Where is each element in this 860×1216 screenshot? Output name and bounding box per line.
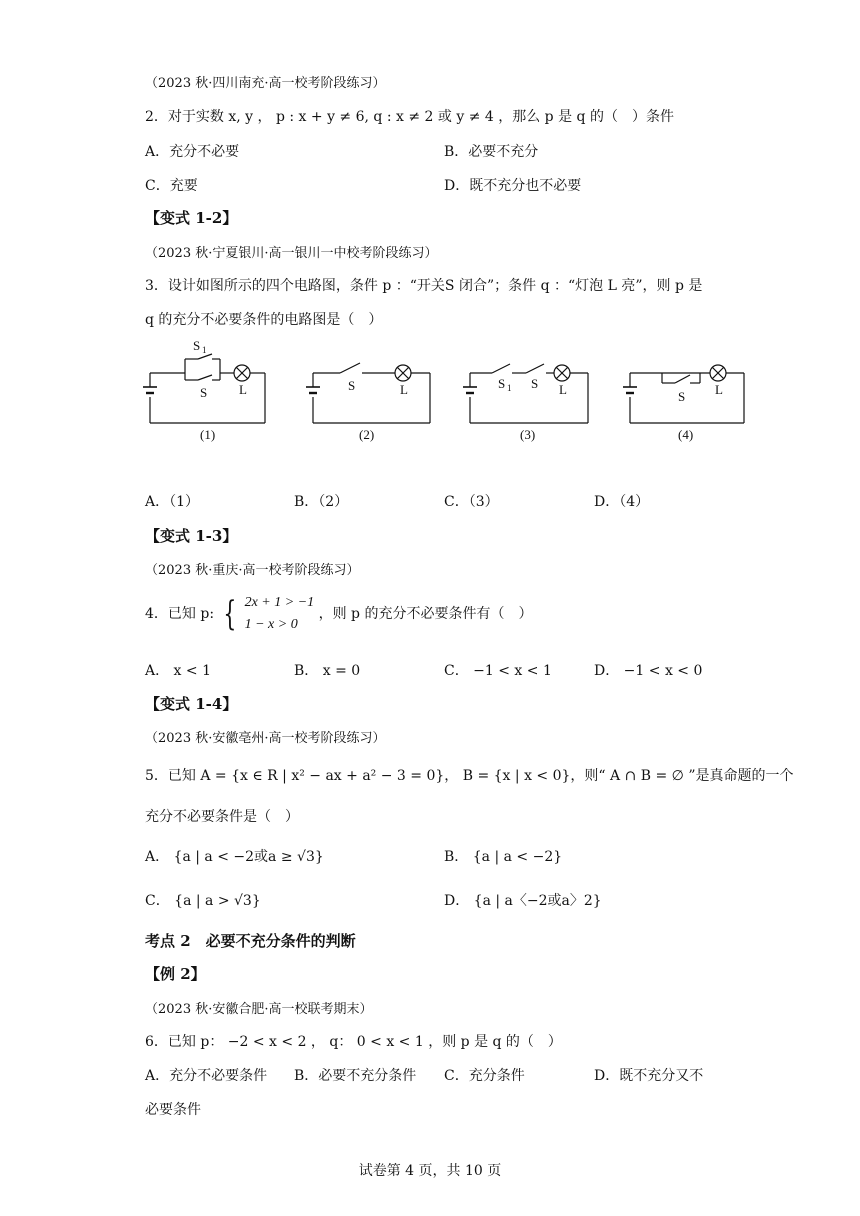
- q3-option-b: B．（2）: [294, 494, 349, 510]
- lamp-l-label: L: [715, 382, 723, 397]
- q2-option-c: C．充要: [145, 178, 198, 194]
- q4-option-c: C． −1 < x < 1: [444, 663, 552, 679]
- lamp-l-label: L: [239, 382, 247, 397]
- q4-option-a: A． x < 1: [145, 663, 211, 679]
- lamp-l-label: L: [400, 382, 408, 397]
- source-note: （2023 秋·四川南充·高一校考阶段练习）: [145, 76, 386, 91]
- source-note: （2023 秋·重庆·高一校考阶段练习）: [145, 563, 360, 578]
- q4-prefix: 4．已知 p:: [145, 606, 215, 622]
- source-note: （2023 秋·安徽合肥·高一校联考期末）: [145, 1002, 373, 1017]
- question-5-stem-line1: 5．已知 A = {x ∈ R | x² − ax + a² − 3 = 0}， B = {x | x < 0}，则“ A ∩ B = ∅ ”是真命题的一个: [145, 768, 794, 784]
- q2-option-d: D．既不充分也不必要: [444, 178, 582, 194]
- q5-option-a: A． {a | a < −2或a ≥ √3}: [145, 849, 324, 865]
- question-5-stem-line2: 充分不必要条件是（ ）: [145, 809, 299, 825]
- switch-s-label: S: [348, 378, 356, 393]
- q3-option-a: A．（1）: [145, 494, 200, 510]
- q6-option-c: C．充分条件: [444, 1068, 525, 1084]
- switch-s1-label: S: [498, 376, 506, 391]
- q4-suffix: ，则 p 的充分不必要条件有（ ）: [318, 606, 533, 622]
- question-4-stem: [145, 592, 532, 636]
- switch-s1-subscript: 1: [507, 383, 512, 393]
- q4-option-d: D． −1 < x < 0: [594, 663, 703, 679]
- switch-s-label: S: [678, 389, 686, 404]
- inequality-1: 2x + 1 > −1: [244, 595, 315, 610]
- variant-heading-1-2: 【变式 1-2】: [145, 209, 238, 227]
- lamp-l-label: L: [559, 382, 567, 397]
- q2-option-a: A．充分不必要: [145, 144, 240, 160]
- inequality-system: [245, 592, 315, 636]
- q5-option-c: C． {a | a > √3}: [145, 893, 261, 909]
- source-note: （2023 秋·宁夏银川·高一银川一中校考阶段练习）: [145, 246, 438, 261]
- variant-heading-1-3: 【变式 1-3】: [145, 527, 238, 545]
- q2-option-b: B．必要不充分: [444, 144, 539, 160]
- q6-option-d: D．既不充分又不: [594, 1068, 704, 1084]
- page-footer: 试卷第 4 页，共 10 页: [358, 1163, 502, 1179]
- key-point-heading: 考点 2 必要不充分条件的判断: [145, 932, 356, 950]
- q6-option-d-continuation: 必要条件: [145, 1102, 201, 1118]
- circuit-2-caption: (2): [359, 427, 375, 442]
- question-3-stem-line1: 3．设计如图所示的四个电路图，条件 p ：“开关S 闭合”；条件 q ：“灯泡 L 亮”，则 p 是: [145, 278, 703, 294]
- q5-option-d: D． {a | a〈−2或a〉2}: [444, 893, 602, 909]
- circuit-3-caption: (3): [520, 427, 536, 442]
- variant-heading-1-4: 【变式 1-4】: [145, 695, 238, 713]
- question-3-stem-line2: q 的充分不必要条件的电路图是（ ）: [145, 312, 383, 328]
- switch-s-label: S: [200, 385, 208, 400]
- switch-s1-label: S: [193, 338, 201, 353]
- q3-option-c: C．（3）: [444, 494, 499, 510]
- circuit-diagrams: [130, 335, 750, 450]
- q6-option-a: A．充分不必要条件: [145, 1068, 268, 1084]
- switch-s1-subscript: 1: [202, 345, 207, 355]
- source-note: （2023 秋·安徽亳州·高一校考阶段练习）: [145, 731, 386, 746]
- circuit-2: [306, 363, 430, 423]
- system-brace: {: [222, 594, 236, 634]
- circuit-3: [463, 364, 588, 423]
- example-heading: 【例 2】: [145, 965, 206, 983]
- question-6-stem: 6．已知 p： −2 < x < 2 ， q： 0 < x < 1 ，则 p 是 q 的（ ）: [145, 1034, 562, 1050]
- inequality-2: 1 − x > 0: [244, 617, 298, 632]
- switch-s-label: S: [531, 376, 539, 391]
- q4-option-b: B． x = 0: [294, 663, 361, 679]
- q3-option-d: D．（4）: [594, 494, 650, 510]
- question-2-stem: 2．对于实数 x, y ， p : x + y ≠ 6, q : x ≠ 2 或 y ≠ 4 ，那么 p 是 q 的（ ）条件: [145, 109, 674, 125]
- q5-option-b: B． {a | a < −2}: [444, 849, 563, 865]
- circuit-1-caption: (1): [200, 427, 216, 442]
- q6-option-b: B．必要不充分条件: [294, 1068, 417, 1084]
- circuit-4-caption: (4): [678, 427, 694, 442]
